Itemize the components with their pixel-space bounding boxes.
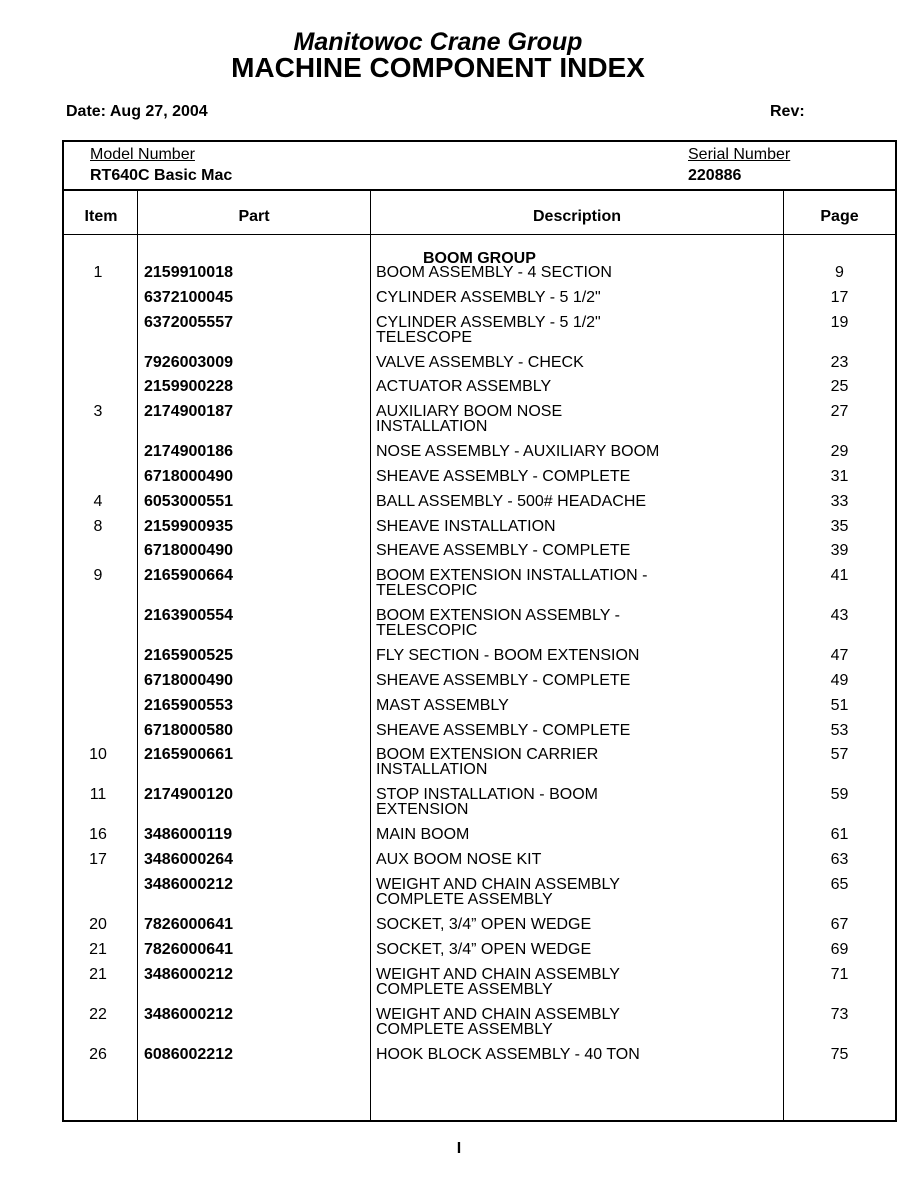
- row-page-number: 73: [830, 1005, 849, 1023]
- row-description: BOOM EXTENSION CARRIER: [376, 746, 599, 764]
- row-part-number: 6372005557: [144, 313, 233, 331]
- row-description: INSTALLATION: [376, 418, 488, 436]
- row-description: COMPLETE ASSEMBLY: [376, 891, 553, 908]
- row-item-number: 17: [89, 851, 107, 869]
- row-page-number: 69: [830, 940, 849, 958]
- group-title: BOOM GROUP: [423, 250, 536, 267]
- row-part-number: 2165900525: [144, 647, 233, 665]
- row-description: TELESCOPE: [376, 328, 473, 346]
- row-page-number: 43: [830, 607, 849, 625]
- row-description: SHEAVE ASSEMBLY - COMPLETE: [376, 468, 631, 485]
- row-description: INSTALLATION: [376, 761, 488, 779]
- column-header-description: Description: [532, 208, 621, 225]
- row-description: WEIGHT AND CHAIN ASSEMBLY: [376, 876, 620, 893]
- row-page-number: 35: [830, 517, 849, 535]
- row-part-number: 3486000212: [144, 965, 233, 983]
- row-page-number: 67: [830, 916, 849, 933]
- column-divider: [137, 190, 138, 1120]
- row-item-number: 8: [93, 517, 103, 535]
- row-part-number: 3486000212: [144, 1005, 233, 1023]
- row-part-number: 2163900554: [144, 607, 233, 625]
- row-description: BOOM EXTENSION ASSEMBLY -: [376, 607, 620, 625]
- row-page-number: 41: [830, 567, 849, 585]
- row-item-number: 1: [93, 264, 103, 281]
- row-description: WEIGHT AND CHAIN ASSEMBLY: [376, 965, 620, 983]
- row-part-number: 2165900664: [144, 567, 233, 585]
- row-description: BALL ASSEMBLY - 500# HEADACHE: [376, 492, 647, 510]
- serial-number-value: 220886: [688, 167, 742, 184]
- row-item-number: 9: [93, 567, 103, 585]
- row-item-number: 16: [89, 826, 107, 844]
- row-description: CYLINDER ASSEMBLY - 5 1/2": [376, 313, 601, 331]
- row-part-number: 6372100045: [144, 288, 233, 306]
- row-page-number: 47: [830, 647, 849, 665]
- row-part-number: 2174900120: [144, 786, 233, 804]
- document-title: MACHINE COMPONENT INDEX: [231, 52, 645, 83]
- row-description: STOP INSTALLATION - BOOM: [376, 786, 598, 804]
- row-description: AUXILIARY BOOM NOSE: [376, 403, 563, 421]
- row-description: MAIN BOOM: [376, 826, 470, 844]
- row-part-number: 7826000641: [144, 940, 233, 958]
- column-header-page: Page: [820, 208, 859, 225]
- row-part-number: 6053000551: [144, 492, 233, 510]
- row-description: SOCKET, 3/4” OPEN WEDGE: [376, 940, 592, 958]
- row-part-number: 2165900661: [144, 746, 233, 764]
- row-description: WEIGHT AND CHAIN ASSEMBLY: [376, 1005, 620, 1023]
- row-page-number: 23: [830, 353, 849, 371]
- row-description: TELESCOPIC: [376, 622, 478, 640]
- page-number: I: [456, 1140, 462, 1157]
- row-part-number: 6718000490: [144, 672, 233, 689]
- row-part-number: 6718000490: [144, 542, 233, 560]
- row-page-number: 39: [830, 542, 849, 560]
- row-page-number: 33: [830, 492, 849, 510]
- row-part-number: 3486000212: [144, 876, 233, 893]
- column-header-part: Part: [238, 208, 270, 225]
- row-page-number: 31: [830, 468, 849, 485]
- row-page-number: 59: [830, 786, 849, 804]
- row-page-number: 57: [830, 746, 849, 764]
- row-description: AUX BOOM NOSE KIT: [376, 851, 542, 869]
- row-page-number: 63: [830, 851, 849, 869]
- row-page-number: 53: [830, 721, 849, 739]
- row-description: CYLINDER ASSEMBLY - 5 1/2": [376, 288, 601, 306]
- row-part-number: 3486000264: [144, 851, 233, 869]
- row-part-number: 2159900228: [144, 378, 233, 396]
- row-part-number: 2174900187: [144, 403, 233, 421]
- model-number-label: Model Number: [90, 146, 195, 163]
- component-table: [62, 140, 897, 1122]
- row-item-number: 21: [89, 965, 107, 983]
- row-part-number: 2159900935: [144, 517, 233, 535]
- row-page-number: 51: [830, 696, 849, 714]
- row-item-number: 10: [89, 746, 107, 764]
- row-description: NOSE ASSEMBLY - AUXILIARY BOOM: [376, 443, 660, 461]
- row-item-number: 3: [93, 403, 103, 421]
- row-description: VALVE ASSEMBLY - CHECK: [376, 353, 584, 371]
- company-name: Manitowoc Crane Group: [293, 28, 583, 56]
- row-description: BOOM ASSEMBLY - 4 SECTION: [376, 264, 612, 281]
- row-description: FLY SECTION - BOOM EXTENSION: [376, 647, 640, 665]
- row-description: SHEAVE ASSEMBLY - COMPLETE: [376, 542, 631, 560]
- row-page-number: 71: [830, 965, 849, 983]
- header-divider: [64, 189, 895, 191]
- row-part-number: 2165900553: [144, 696, 233, 714]
- row-description: SHEAVE ASSEMBLY - COMPLETE: [376, 672, 631, 689]
- document-date: Date: Aug 27, 2004: [66, 103, 208, 120]
- row-item-number: 22: [89, 1005, 107, 1023]
- row-description: HOOK BLOCK ASSEMBLY - 40 TON: [376, 1045, 640, 1063]
- row-description: SOCKET, 3/4” OPEN WEDGE: [376, 916, 592, 933]
- row-page-number: 27: [830, 403, 849, 421]
- row-part-number: 6718000580: [144, 721, 233, 739]
- row-page-number: 65: [830, 876, 849, 893]
- row-description: EXTENSION: [376, 801, 469, 819]
- row-part-number: 7826000641: [144, 916, 233, 933]
- row-part-number: 7926003009: [144, 353, 233, 371]
- model-number-value: RT640C Basic Mac: [90, 167, 233, 184]
- row-description: TELESCOPIC: [376, 582, 478, 600]
- row-item-number: 26: [89, 1045, 107, 1063]
- revision-label: Rev:: [770, 103, 805, 120]
- row-page-number: 25: [830, 378, 849, 396]
- row-page-number: 9: [835, 264, 844, 281]
- row-description: BOOM EXTENSION INSTALLATION -: [376, 567, 648, 585]
- row-item-number: 4: [93, 492, 103, 510]
- row-description: ACTUATOR ASSEMBLY: [376, 378, 552, 396]
- row-description: SHEAVE ASSEMBLY - COMPLETE: [376, 721, 631, 739]
- row-part-number: 6718000490: [144, 468, 233, 485]
- row-part-number: 2174900186: [144, 443, 233, 461]
- row-page-number: 49: [830, 672, 849, 689]
- row-page-number: 19: [830, 313, 849, 331]
- row-part-number: 3486000119: [144, 826, 233, 844]
- row-description: SHEAVE INSTALLATION: [376, 517, 556, 535]
- row-part-number: 2159910018: [144, 264, 233, 281]
- row-item-number: 21: [89, 940, 107, 958]
- row-item-number: 11: [89, 786, 107, 804]
- row-part-number: 6086002212: [144, 1045, 233, 1063]
- serial-number-label: Serial Number: [688, 146, 791, 163]
- row-page-number: 29: [830, 443, 849, 461]
- column-divider: [370, 190, 371, 1120]
- row-description: COMPLETE ASSEMBLY: [376, 1020, 553, 1038]
- row-page-number: 61: [830, 826, 849, 844]
- column-header-item: Item: [84, 208, 118, 225]
- row-item-number: 20: [89, 916, 107, 933]
- column-header-rule: [64, 234, 895, 235]
- row-description: MAST ASSEMBLY: [376, 696, 509, 714]
- row-description: COMPLETE ASSEMBLY: [376, 980, 553, 998]
- row-page-number: 75: [830, 1045, 849, 1063]
- row-page-number: 17: [830, 288, 849, 306]
